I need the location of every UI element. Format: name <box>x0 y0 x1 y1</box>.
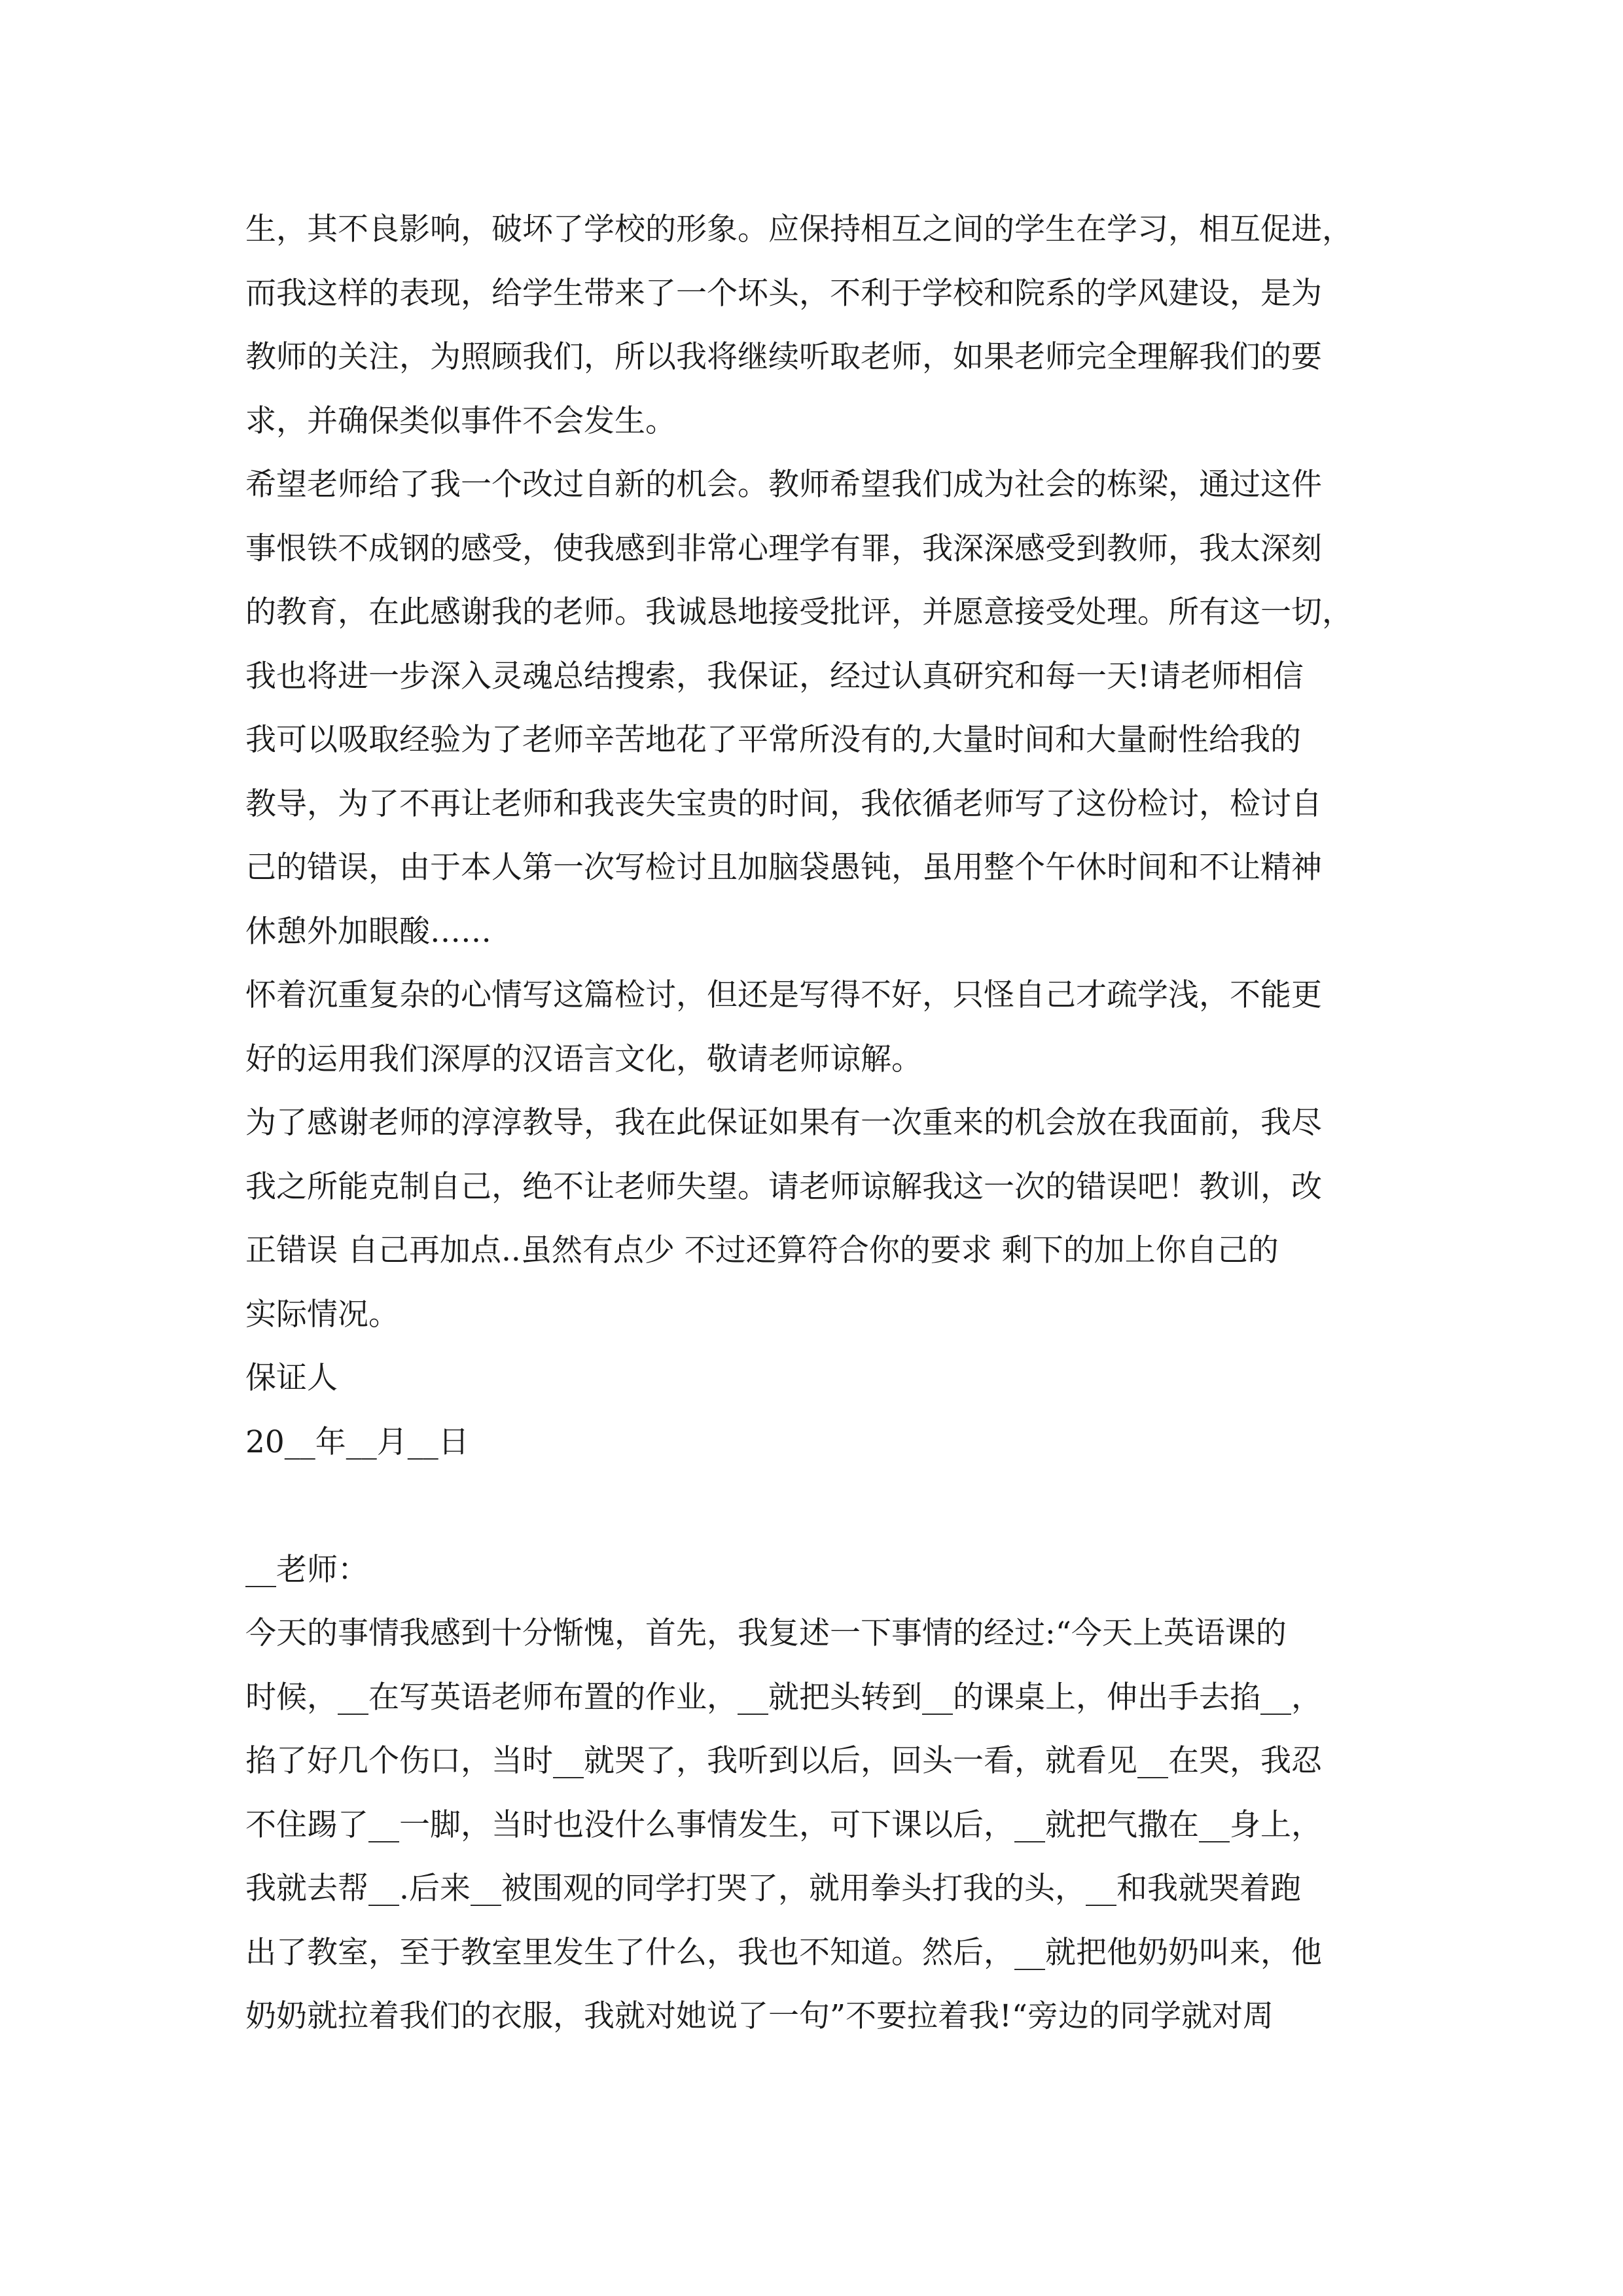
date-line: 20__年__月__日 <box>245 1424 469 1460</box>
text-line: 事恨铁不成钢的感受，使我感到非常心理学有罪，我深深感受到教师，我太深刻 <box>245 530 1322 567</box>
text-line: 的教育，在此感谢我的老师。我诚恳地接受批评，并愿意接受处理。所有这一切， <box>245 594 1353 630</box>
text-line: 实际情况。 <box>245 1296 399 1333</box>
text-line: 我可以吸取经验为了老师辛苦地花了平常所没有的,大量时间和大量耐性给我的 <box>245 722 1301 758</box>
text-line: 掐了好几个伤口，当时__就哭了，我听到以后，回头一看，就看见__在哭，我忍 <box>245 1743 1322 1779</box>
text-line: 我也将进一步深入灵魂总结搜索，我保证，经过认真研究和每一天!请老师相信 <box>245 658 1304 694</box>
text-line: 希望老师给了我一个改过自新的机会。教师希望我们成为社会的栋梁，通过这件 <box>245 467 1322 503</box>
text-line: 生，其不良影响，破坏了学校的形象。应保持相互之间的学生在学习，相互促进， <box>245 211 1353 247</box>
text-line: 好的运用我们深厚的汉语言文化，敬请老师谅解。 <box>245 1041 922 1077</box>
guarantor-label: 保证人 <box>245 1360 338 1396</box>
text-line: 奶奶就拉着我们的衣服，我就对她说了一句”不要拉着我!“旁边的同学就对周 <box>245 1998 1274 2034</box>
text-line: 不住踢了__一脚，当时也没什么事情发生，可下课以后，__就把气撒在__身上， <box>245 1806 1322 1843</box>
text-line: 正错误 自己再加点..虽然有点少 不过还算符合你的要求 剩下的加上你自己的 <box>245 1232 1279 1268</box>
text-line: 己的错误，由于本人第一次写检讨且加脑袋愚钝，虽用整个午休时间和不让精神 <box>245 850 1322 886</box>
text-line: 我之所能克制自己，绝不让老师失望。请老师谅解我这一次的错误吧！教训，改 <box>245 1168 1322 1205</box>
salutation: __老师： <box>245 1551 368 1588</box>
text-line: 求，并确保类似事件不会发生。 <box>245 403 676 439</box>
text-line: 教师的关注，为照顾我们，所以我将继续听取老师，如果老师完全理解我们的要 <box>245 339 1322 375</box>
text-line: 今天的事情我感到十分惭愧，首先，我复述一下事情的经过:“今天上英语课的 <box>245 1615 1287 1651</box>
text-line: 教导，为了不再让老师和我丧失宝贵的时间，我依循老师写了这份检讨，检讨自 <box>245 785 1322 822</box>
text-line: 时候，__在写英语老师布置的作业，__就把头转到__的课桌上，伸出手去掐__， <box>245 1679 1322 1715</box>
text-line: 而我这样的表现，给学生带来了一个坏头，不利于学校和院系的学风建设，是为 <box>245 275 1322 312</box>
section-gap <box>245 1474 1384 1538</box>
text-line: 怀着沉重复杂的心情写这篇检讨，但还是写得不好，只怪自己才疏学浅，不能更 <box>245 977 1322 1013</box>
text-line: 休憩外加眼酸…… <box>245 913 491 950</box>
text-line: 出了教室，至于教室里发生了什么，我也不知道。然后，__就把他奶奶叫来，他 <box>245 1934 1322 1971</box>
document-page <box>245 198 1384 2049</box>
text-line: 我就去帮__.后来__被围观的同学打哭了，就用拳头打我的头，__和我就哭着跑 <box>245 1871 1301 1907</box>
text-line: 为了感谢老师的淳淳教导，我在此保证如果有一次重来的机会放在我面前，我尽 <box>245 1105 1322 1141</box>
